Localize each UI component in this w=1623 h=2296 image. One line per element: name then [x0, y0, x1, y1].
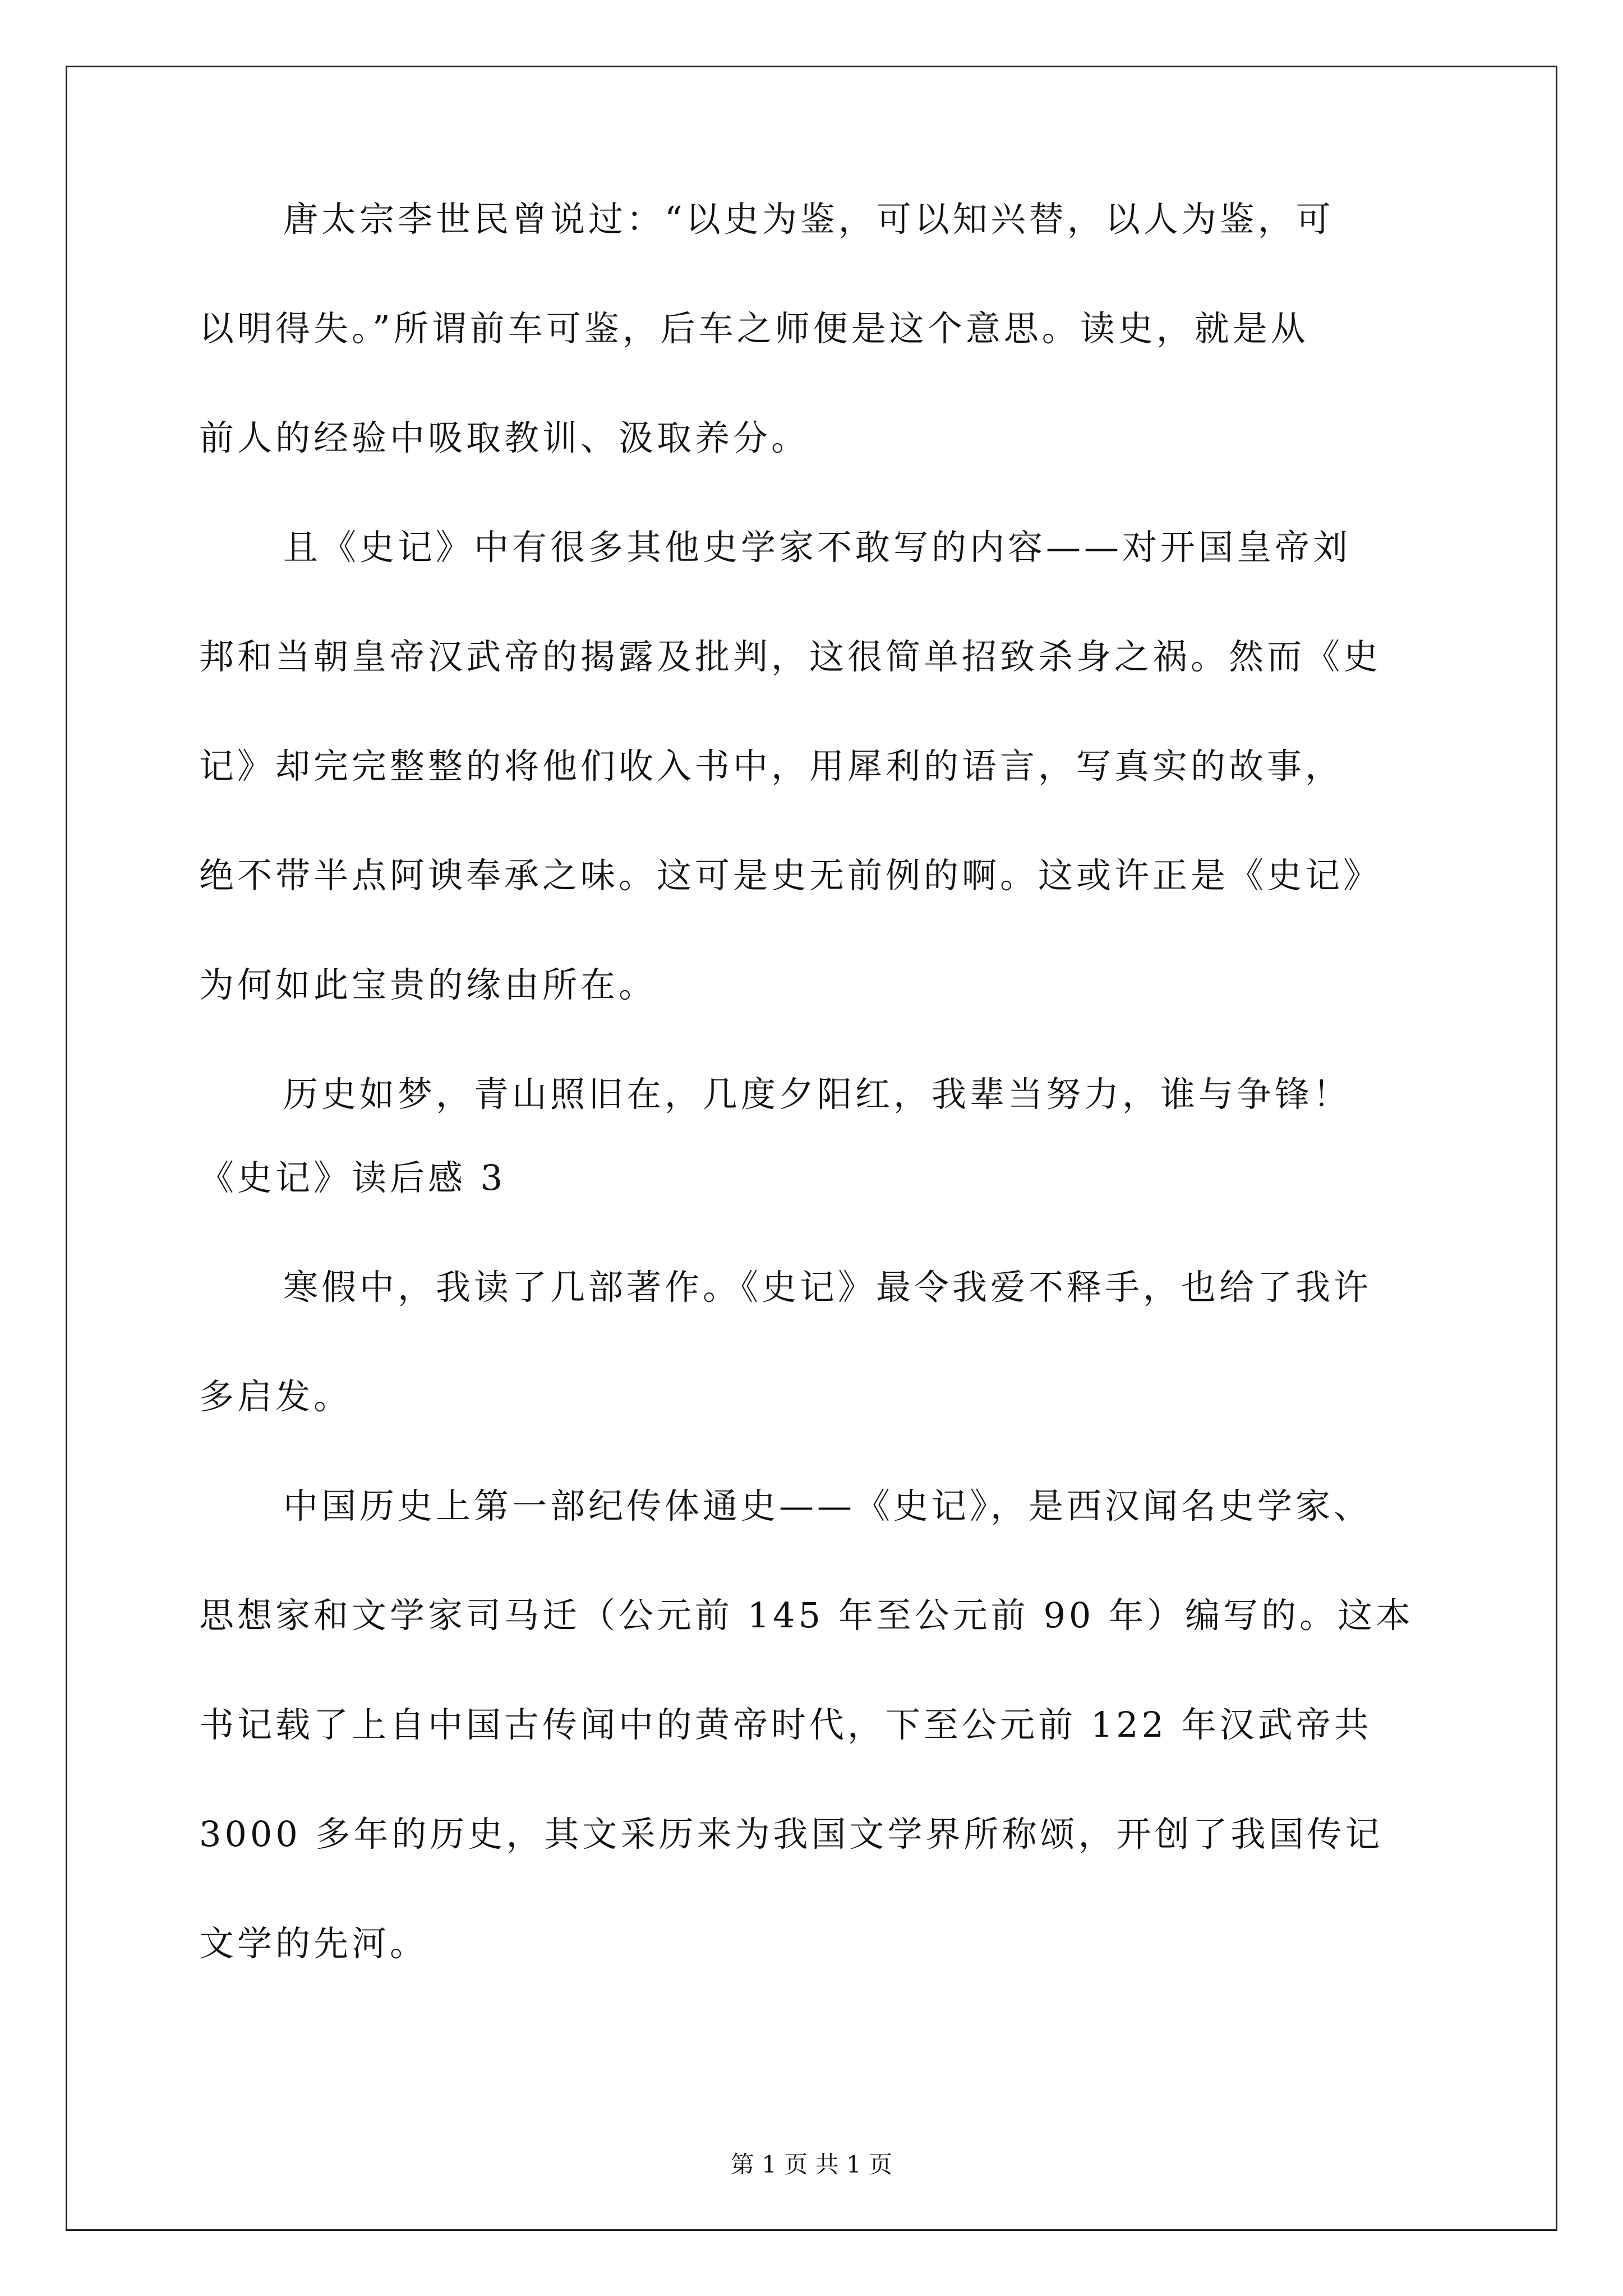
text-line: 为何如此宝贵的缘由所在。	[199, 964, 657, 1005]
page-number-footer: 第 1 页 共 1 页	[730, 2151, 893, 2178]
text-line: 寒假中，我读了几部著作。《史记》最令我爱不释手，也给了我许	[283, 1267, 1372, 1308]
text-line: 思想家和文学家司马迁（公元前 145 年至公元前 90 年）编写的。这本	[199, 1595, 1414, 1636]
text-line: 书记载了上自中国古传闻中的黄帝时代，下至公元前 122 年汉武帝共	[199, 1704, 1372, 1745]
text-line: 中国历史上第一部纪传体通史——《史记》，是西汉闻名史学家、	[283, 1485, 1372, 1526]
text-line: 文学的先河。	[199, 1923, 428, 1964]
text-line: 邦和当朝皇帝汉武帝的揭露及批判，这很简单招致杀身之祸。然而《史	[199, 636, 1382, 677]
text-line: 唐太宗李世民曾说过：“以史为鉴，可以知兴替，以人为鉴，可	[283, 199, 1334, 240]
text-line: 记》却完完整整的将他们收入书中，用犀利的语言，写真实的故事，	[199, 746, 1344, 786]
text-line: 且《史记》中有很多其他史学家不敢写的内容——对开国皇帝刘	[283, 527, 1352, 568]
text-line: 前人的经验中吸取教训、汲取养分。	[199, 417, 810, 458]
section-heading: 《史记》读后感 3	[199, 1157, 506, 1198]
document-body	[199, 199, 1430, 1964]
text-line: 3000 多年的历史，其文采历来为我国文学界所称颂，开创了我国传记	[199, 1814, 1384, 1855]
text-line: 多启发。	[199, 1376, 352, 1417]
text-line: 以明得失。”所谓前车可鉴，后车之师便是这个意思。读史，就是从	[199, 308, 1309, 349]
text-line: 绝不带半点阿谀奉承之味。这可是史无前例的啊。这或许正是《史记》	[199, 855, 1382, 896]
text-line: 历史如梦，青山照旧在，几度夕阳红，我辈当努力，谁与争锋！	[283, 1074, 1352, 1115]
